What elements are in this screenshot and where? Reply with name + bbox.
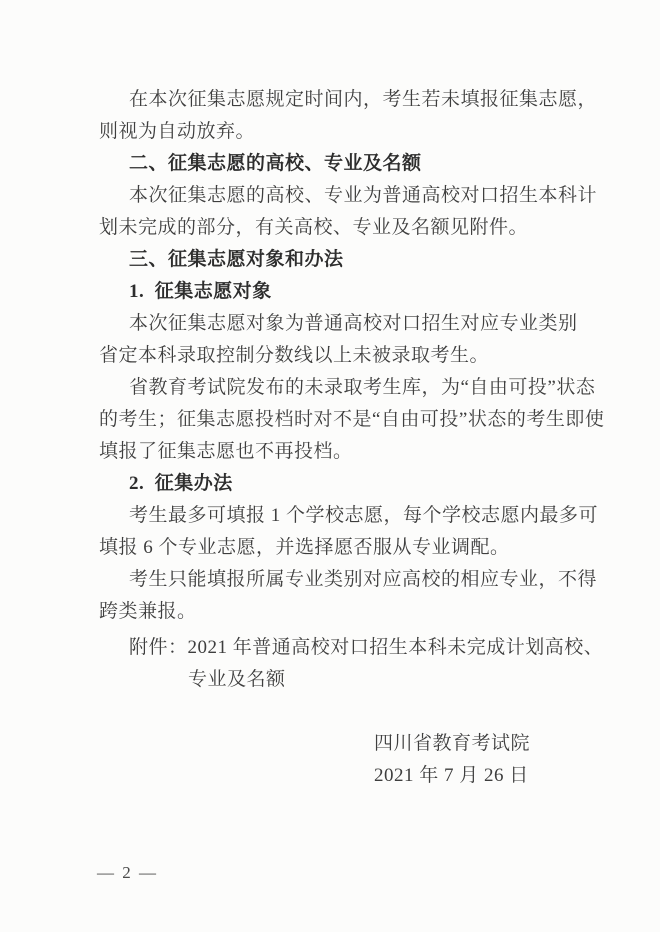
doc-line-body: 本次征集志愿对象为普通高校对口招生对应专业类别 xyxy=(129,313,578,334)
doc-line-body: 填报 6 个专业志愿，并选择愿否服从专业调配。 xyxy=(99,537,510,558)
signature-date: 2021 年 7 月 26 日 xyxy=(374,765,529,786)
page-footer xyxy=(97,863,158,883)
doc-line-body: 填报了征集志愿也不再投档。 xyxy=(99,441,353,462)
page-number: — 2 — xyxy=(97,863,158,882)
doc-line-body: 省定本科录取控制分数线以上未被录取考生。 xyxy=(99,345,490,366)
document-body xyxy=(99,84,605,696)
doc-line-body: 考生最多可填报 1 个学校志愿，每个学校志愿内最多可 xyxy=(129,505,599,526)
signature-block xyxy=(374,728,530,792)
doc-line-subheading: 2. 征集办法 xyxy=(129,473,233,494)
doc-line-body: 省教育考试院发布的未录取考生库，为“自由可投”状态 xyxy=(129,377,596,398)
doc-line-body: 本次征集志愿的高校、专业为普通高校对口招生本科计 xyxy=(129,185,598,206)
doc-line-body: 划未完成的部分，有关高校、专业及名额见附件。 xyxy=(99,217,529,238)
doc-line-attachment: 附件：2021 年普通高校对口招生本科未完成计划高校、 xyxy=(129,637,604,658)
doc-line-body: 考生只能填报所属专业类别对应高校的相应专业，不得 xyxy=(129,569,598,590)
doc-line-body: 则视为自动放弃。 xyxy=(99,121,256,142)
doc-line-subheading: 1. 征集志愿对象 xyxy=(129,281,272,302)
doc-line-heading: 二、征集志愿的高校、专业及名额 xyxy=(129,153,422,174)
signature-org: 四川省教育考试院 xyxy=(374,733,531,754)
doc-line-heading: 三、征集志愿对象和办法 xyxy=(129,249,344,270)
doc-line-attachment-continuation: 专业及名额 xyxy=(188,669,286,690)
doc-line-body: 的考生；征集志愿投档时对不是“自由可投”状态的考生即使 xyxy=(99,409,605,430)
doc-line-body: 跨类兼报。 xyxy=(99,601,197,622)
doc-line-body: 在本次征集志愿规定时间内，考生若未填报征集志愿， xyxy=(129,89,598,110)
